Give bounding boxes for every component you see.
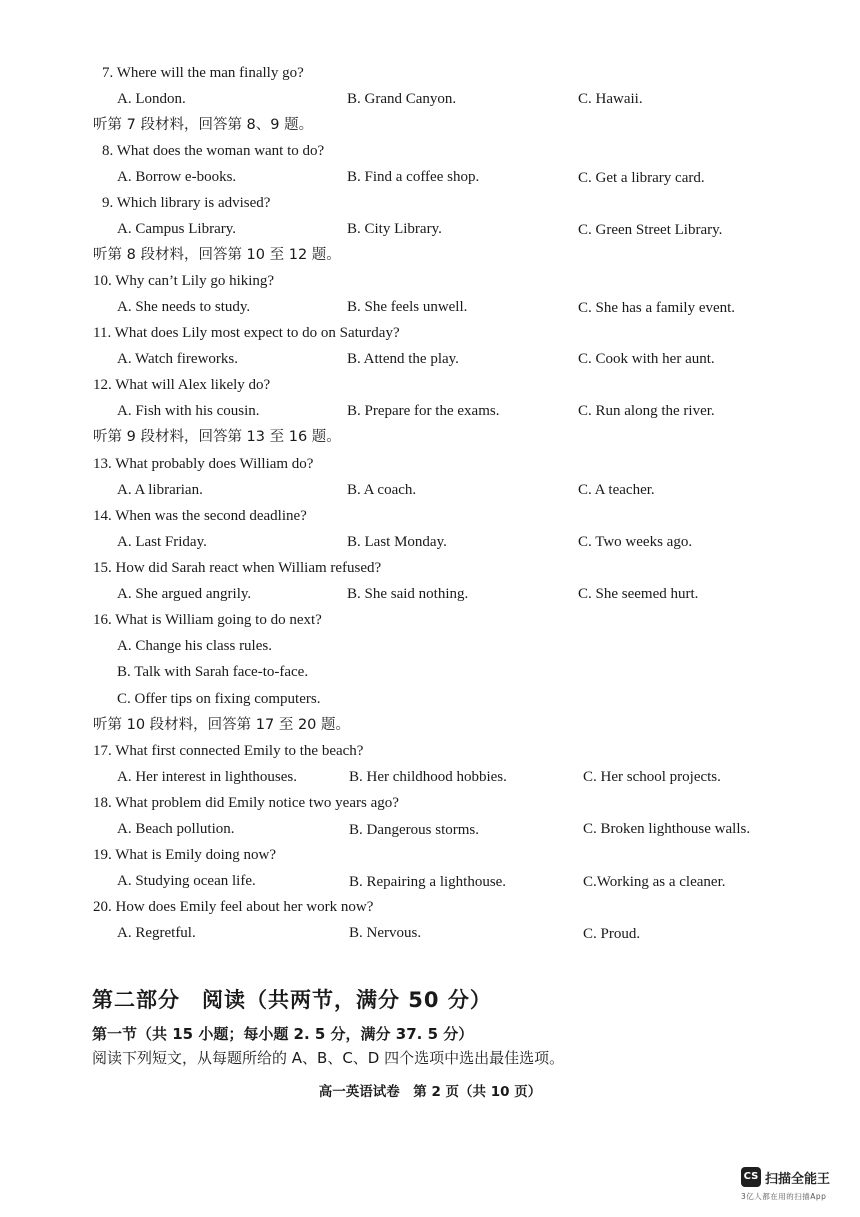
question-13-stem: 13. What probably does William do? — [93, 456, 314, 472]
question-7-option-c: C. Hawaii. — [578, 91, 643, 107]
question-20-stem: 20. How does Emily feel about her work now? — [93, 899, 374, 915]
part-two-title: 第二部分 阅读（共两节，满分 50 分） — [92, 988, 492, 1012]
question-18-option-b: B. Dangerous storms. — [349, 822, 479, 838]
camscanner-logo-icon: CS — [741, 1167, 761, 1187]
question-11-option-b: B. Attend the play. — [347, 351, 459, 367]
question-18-option-a: A. Beach pollution. — [117, 821, 235, 837]
question-20-option-a: A. Regretful. — [117, 925, 196, 941]
question-17-option-b: B. Her childhood hobbies. — [349, 769, 507, 785]
question-17-stem: 17. What first connected Emily to the beach? — [93, 743, 364, 759]
question-9-option-c: C. Green Street Library. — [578, 222, 723, 238]
question-10-stem: 10. Why can’t Lily go hiking? — [93, 273, 275, 289]
question-12-option-b: B. Prepare for the exams. — [347, 403, 500, 419]
question-12-option-a: A. Fish with his cousin. — [117, 403, 260, 419]
question-17-option-c: C. Her school projects. — [583, 769, 721, 785]
page-footer: 高一英语试卷 第 2 页（共 10 页） — [318, 1084, 542, 1100]
question-14-stem: 14. When was the second deadline? — [93, 508, 307, 524]
question-7-stem: 7. Where will the man finally go? — [102, 65, 304, 81]
section-7-heading: 听第 7 段材料，回答第 8、9 题。 — [93, 117, 314, 133]
question-8-option-c: C. Get a library card. — [578, 170, 705, 186]
question-8-stem: 8. What does the woman want to do? — [102, 143, 325, 159]
question-12-stem: 12. What will Alex likely do? — [93, 377, 271, 393]
question-7-option-b: B. Grand Canyon. — [347, 91, 457, 107]
question-20-option-b: B. Nervous. — [349, 925, 422, 941]
question-9-option-a: A. Campus Library. — [117, 221, 237, 237]
question-13-option-b: B. A coach. — [347, 482, 417, 498]
question-15-stem: 15. How did Sarah react when William refused? — [93, 560, 382, 576]
question-10-option-b: B. She feels unwell. — [347, 299, 468, 315]
question-13-option-c: C. A teacher. — [578, 482, 655, 498]
question-14-option-c: C. Two weeks ago. — [578, 534, 693, 550]
section-one-heading: 第一节（共 15 小题；每小题 2. 5 分，满分 37. 5 分） — [92, 1025, 474, 1043]
question-17-option-a: A. Her interest in lighthouses. — [117, 769, 297, 785]
question-13-option-a: A. A librarian. — [117, 482, 203, 498]
question-8-option-a: A. Borrow e-books. — [117, 169, 237, 185]
question-12-option-c: C. Run along the river. — [578, 403, 715, 419]
section-10-heading: 听第 10 段材料，回答第 17 至 20 题。 — [93, 717, 351, 733]
question-19-option-b: B. Repairing a lighthouse. — [349, 874, 507, 890]
question-16-stem: 16. What is William going to do next? — [93, 612, 322, 628]
question-9-option-b: B. City Library. — [347, 221, 442, 237]
question-11-option-a: A. Watch fireworks. — [117, 351, 238, 367]
question-15-option-b: B. She said nothing. — [347, 586, 469, 602]
question-14-option-b: B. Last Monday. — [347, 534, 447, 550]
question-19-option-a: A. Studying ocean life. — [117, 873, 256, 889]
question-11-stem: 11. What does Lily most expect to do on Saturday? — [93, 325, 400, 341]
question-16-option-b: B. Talk with Sarah face-to-face. — [117, 664, 309, 680]
question-18-option-c: C. Broken lighthouse walls. — [583, 821, 751, 837]
question-9-stem: 9. Which library is advised? — [102, 195, 271, 211]
question-7-option-a: A. London. — [117, 91, 186, 107]
question-10-option-c: C. She has a family event. — [578, 300, 736, 316]
question-18-stem: 18. What problem did Emily notice two years ago? — [93, 795, 399, 811]
question-19-option-c: C.Working as a cleaner. — [583, 874, 726, 890]
question-15-option-a: A. She argued angrily. — [117, 586, 252, 602]
question-8-option-b: B. Find a coffee shop. — [347, 169, 480, 185]
scanner-watermark — [741, 1167, 851, 1207]
question-16-option-a: A. Change his class rules. — [117, 638, 272, 654]
question-14-option-a: A. Last Friday. — [117, 534, 207, 550]
question-15-option-c: C. She seemed hurt. — [578, 586, 699, 602]
section-8-heading: 听第 8 段材料，回答第 10 至 12 题。 — [93, 247, 341, 263]
reading-instruction: 阅读下列短文，从每题所给的 A、B、C、D 四个选项中选出最佳选项。 — [92, 1049, 565, 1067]
watermark-tagline: 3亿人都在用的扫描App — [741, 1192, 827, 1201]
question-16-option-c: C. Offer tips on fixing computers. — [117, 691, 321, 707]
question-11-option-c: C. Cook with her aunt. — [578, 351, 715, 367]
question-20-option-c: C. Proud. — [583, 926, 641, 942]
question-10-option-a: A. She needs to study. — [117, 299, 251, 315]
watermark-app-name: 扫描全能王 — [765, 1172, 831, 1187]
section-9-heading: 听第 9 段材料，回答第 13 至 16 题。 — [93, 429, 341, 445]
question-19-stem: 19. What is Emily doing now? — [93, 847, 277, 863]
